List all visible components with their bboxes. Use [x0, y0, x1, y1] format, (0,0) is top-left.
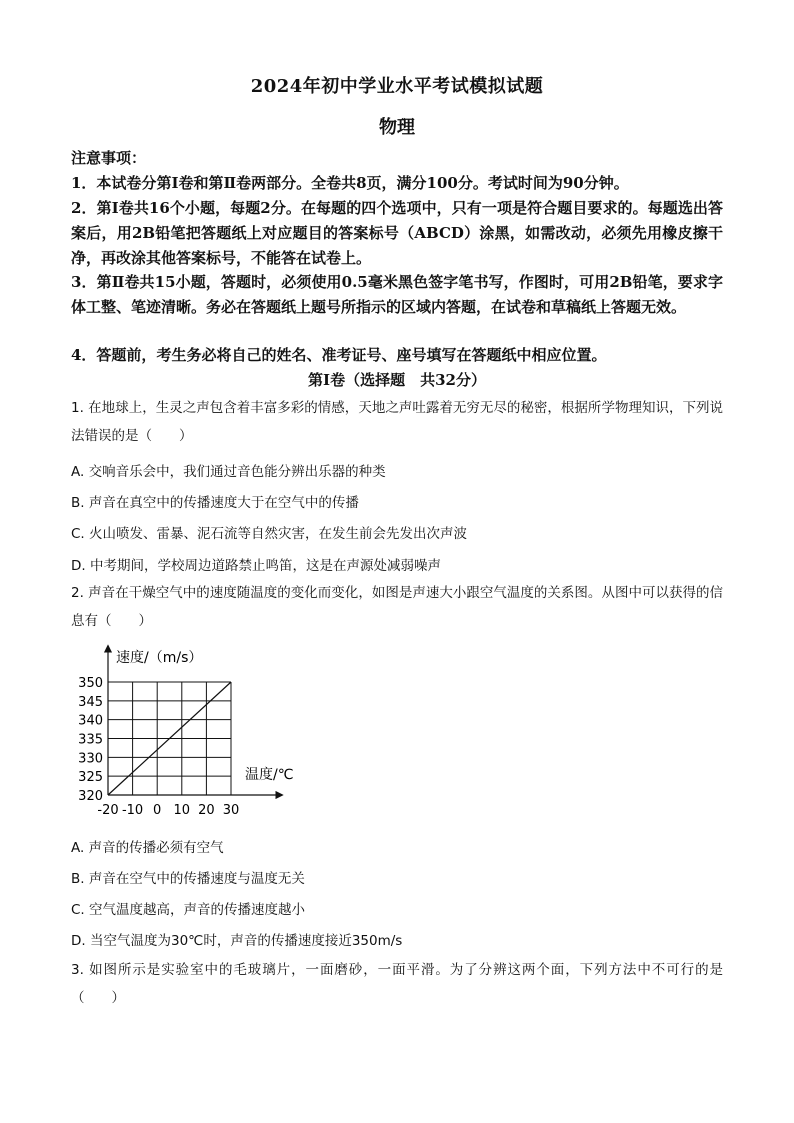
question-1-option-d: D. 中考期间，学校周边道路禁止鸣笛，这是在声源处减弱噪声	[71, 558, 441, 574]
x-tick-label: 30	[222, 803, 240, 818]
y-tick-label: 335	[78, 732, 103, 748]
question-1-option-b: B. 声音在真空中的传播速度大于在空气中的传播	[71, 495, 359, 511]
question-2-option-b: B. 声音在空气中的传播速度与温度无关	[71, 871, 305, 887]
question-1-option-c: C. 火山喷发、雷暴、泥石流等自然灾害，在发生前会先发出次声波	[71, 526, 468, 542]
y-tick-label: 340	[78, 713, 103, 729]
question-2-option-a: A. 声音的传播必须有空气	[71, 840, 224, 856]
question-2-stem: 2. 声音在干燥空气中的速度随温度的变化而变化，如图是声速大小跟空气温度的关系图。从图中可以获得的信息有（ ）	[71, 585, 723, 629]
x-tick-label: -10	[121, 803, 144, 818]
y-axis-label: 速度/（m/s）	[116, 650, 203, 666]
question-2-option-d: D. 当空气温度为30℃时，声音的传播速度接近350m/s	[71, 933, 403, 949]
section-title: 第Ⅰ卷（选择题 共32分）	[308, 371, 486, 389]
question-3-stem: 3. 如图所示是实验室中的毛玻璃片，一面磨砂，一面平滑。为了分辨这两个面，下列方法中不可行的是（ ）	[71, 962, 723, 1006]
x-tick-label: 10	[173, 803, 191, 818]
y-tick-label: 330	[78, 751, 103, 767]
question-2-option-c: C. 空气温度越高，声音的传播速度越小	[71, 902, 306, 918]
subject-title: 物理	[379, 117, 415, 138]
question-1-stem: 1. 在地球上，生灵之声包含着丰富多彩的情感，天地之声吐露着无穷无尽的秘密，根据所学物理知识，下列说法错误的是（ ）	[71, 400, 723, 444]
note-item: 1．本试卷分第Ⅰ卷和第Ⅱ卷两部分。全卷共8页，满分100分。考试时间为90分钟。	[71, 174, 629, 192]
y-tick-label: 325	[78, 770, 103, 786]
y-tick-label: 350	[78, 676, 103, 691]
x-axis-label: 温度/℃	[245, 767, 294, 783]
y-tick-labels	[78, 676, 103, 804]
note-item: 4．答题前，考生务必将自己的姓名、准考证号、座号填写在答题纸中相应位置。	[71, 346, 607, 364]
note-item: 2．第Ⅰ卷共16个小题，每题2分。在每题的四个选项中，只有一项是符合题目要求的。每题选出答案后，用2B铅笔把答题纸上对应题目的答案标号（ABCD）涂黑，如需改动，必须先用橡皮擦干净，再改涂其他答案标号，不能答在试卷上。	[71, 199, 723, 267]
x-tick-labels	[97, 803, 239, 818]
notes-heading: 注意事项：	[71, 149, 147, 167]
y-tick-label: 320	[78, 789, 103, 804]
x-tick-label: -20	[97, 803, 119, 818]
x-tick-label: 20	[198, 803, 215, 818]
x-tick-label: 0	[153, 803, 162, 818]
y-tick-label: 345	[78, 694, 103, 710]
exam-title: 2024年初中学业水平考试模拟试题	[250, 76, 544, 97]
note-item: 3．第Ⅱ卷共15小题，答题时，必须使用0.5毫米黑色签字笔书写，作图时，可用2B铅笔，要求字体工整、笔迹清晰。务必在答题纸上题号所指示的区域内答题，在试卷和草稿纸上答题无效。	[71, 273, 723, 316]
question-1-option-a: A. 交响音乐会中，我们通过音色能分辨出乐器的种类	[71, 464, 386, 480]
speed-temperature-chart	[70, 640, 310, 825]
